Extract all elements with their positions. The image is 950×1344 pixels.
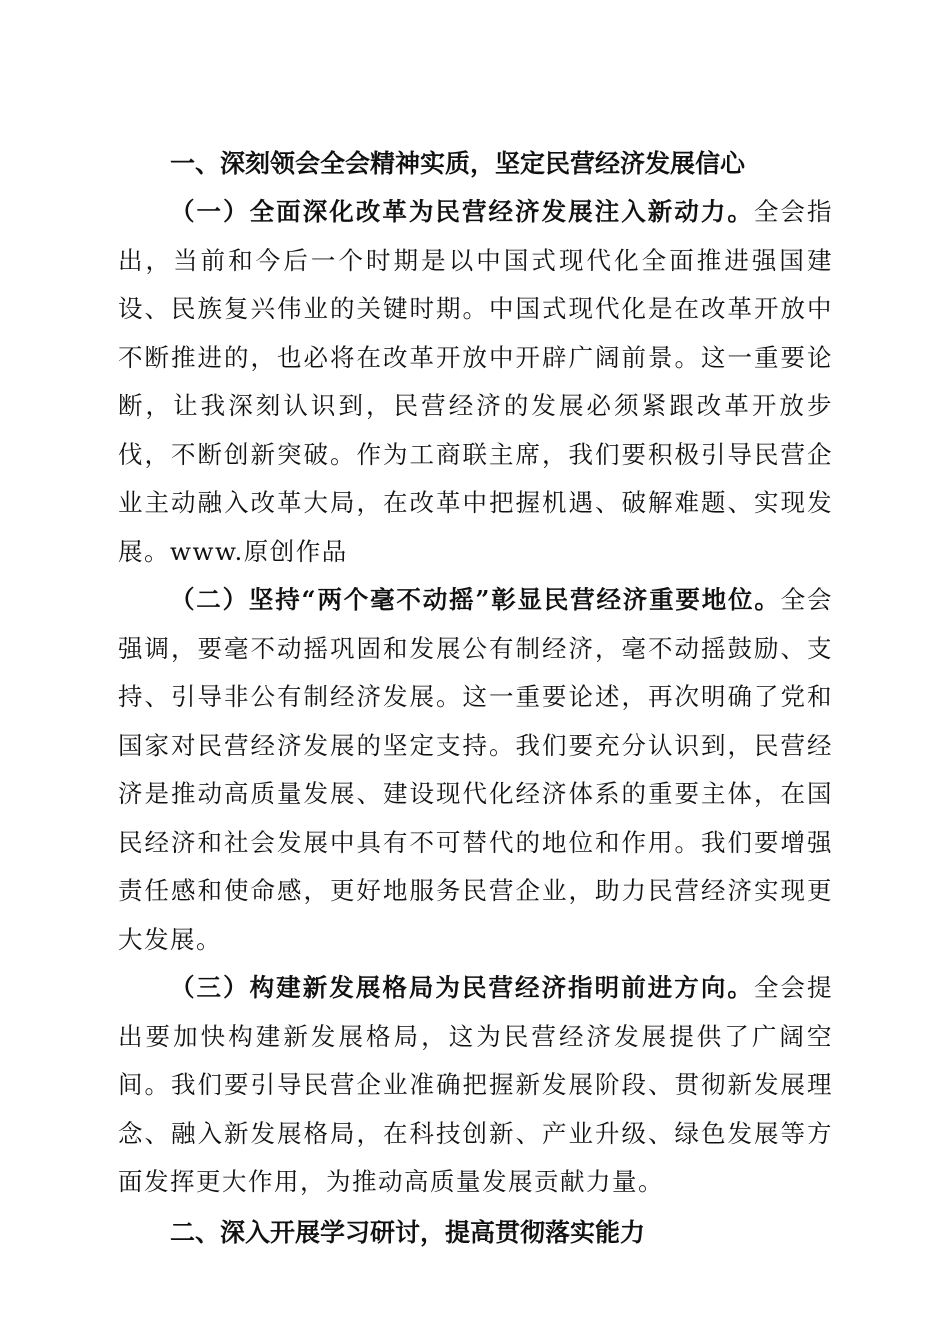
document-page	[118, 140, 833, 1257]
paragraph-3-lead: （三）构建新发展格局为民营经济指明前进方向。	[170, 973, 754, 1002]
paragraph-2-body: 全会强调，要毫不动摇巩固和发展公有制经济，毫不动摇鼓励、支持、引导非公有制经济发展。这一重要论述，再次明确了党和国家对民营经济发展的坚定支持。我们要充分认识到，民营经济是推动高质量发展、建设现代化经济体系的重要主体，在国民经济和社会发展中具有不可替代的地位和作用。我们要增强责任感和使命感，更好地服务民营企业，助力民营经济实现更大发展。	[118, 585, 833, 954]
section-2-heading: 二、深入开展学习研讨，提高贯彻落实能力	[170, 1217, 646, 1247]
section-1-heading: 一、深刻领会全会精神实质，坚定民营经济发展信心	[170, 149, 746, 178]
paragraph-2-lead: （二）坚持“两个毫不动摇”彰显民营经济重要地位。	[170, 585, 781, 614]
paragraph-1	[118, 188, 833, 576]
paragraph-1-lead: （一）全面深化改革为民营经济发展注入新动力。	[170, 197, 754, 226]
paragraph-1-body: 全会指出，当前和今后一个时期是以中国式现代化全面推进强国建设、民族复兴伟业的关键时期。中国式现代化是在改革开放中不断推进的，也必将在改革开放中开辟广阔前景。这一重要论断，让我深刻认识到，民营经济的发展必须紧跟改革开放步伐，不断创新突破。作为工商联主席，我们要积极引导民营企业主动融入改革大局，在改革中把握机遇、破解难题、实现发展。www.原创作品	[118, 197, 834, 566]
paragraph-3	[118, 964, 833, 1207]
paragraph-2	[118, 576, 833, 964]
paragraph-3-body: 全会提出要加快构建新发展格局，这为民营经济发展提供了广阔空间。我们要引导民营企业准确把握新发展阶段、贯彻新发展理念、融入新发展格局，在科技创新、产业升级、绿色发展等方面发挥更大作用，为推动高质量发展贡献力量。	[118, 973, 834, 1196]
